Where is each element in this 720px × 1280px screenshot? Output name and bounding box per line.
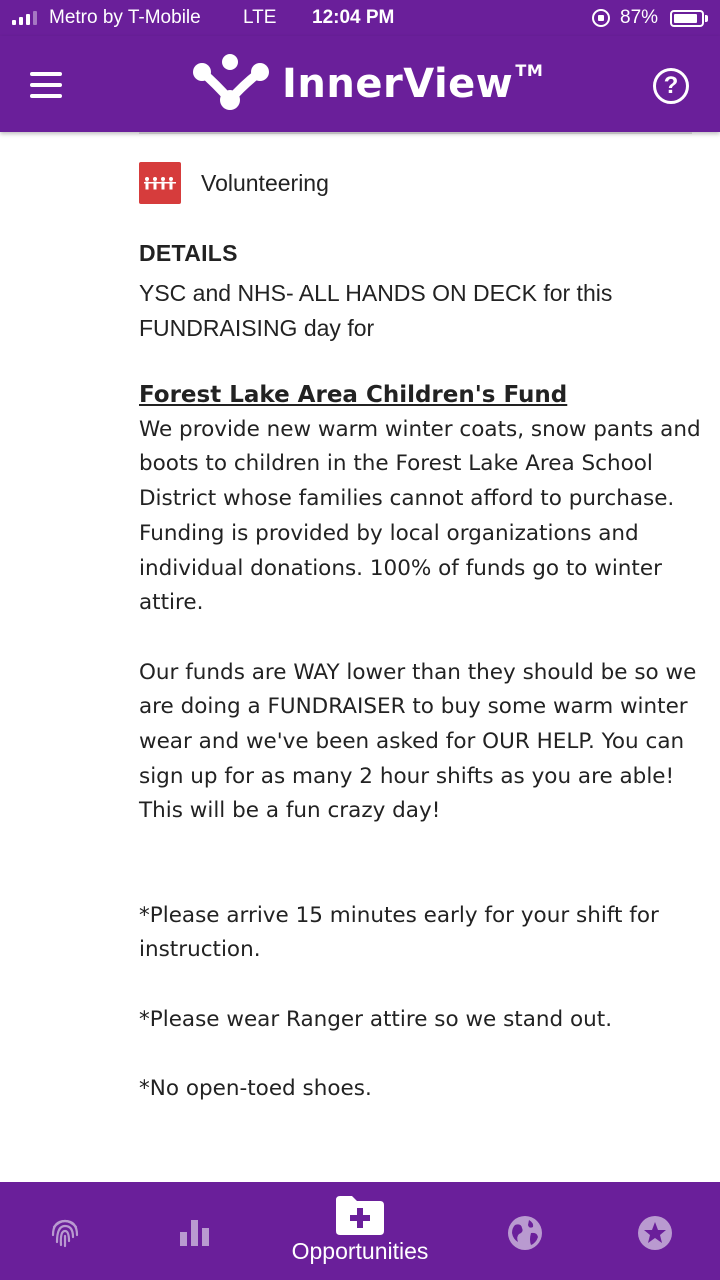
status-time: 12:04 PM <box>312 7 395 28</box>
status-bar <box>0 0 720 36</box>
spacer <box>139 968 709 1003</box>
trademark: TM <box>515 61 544 80</box>
nav-stats[interactable] <box>130 1182 260 1280</box>
note-ranger-attire: *Please wear Ranger attire so we stand out. <box>139 1006 613 1032</box>
category-label: Volunteering <box>201 169 329 196</box>
rotation-lock-icon <box>592 9 610 27</box>
battery-icon <box>670 10 704 27</box>
battery-level-fill <box>674 14 697 23</box>
brand <box>190 52 544 116</box>
paragraph-fundraiser: Our funds are WAY lower than they should be so we are doing a FUNDRAISER to buy some warm winter wear and we've been asked for OUR HELP. You can sign up for as many 2 hour shifts as you are able! This will be a fun crazy day! <box>139 659 697 824</box>
people-glyph <box>144 176 176 190</box>
globe-icon <box>507 1215 543 1251</box>
category-row <box>139 162 329 204</box>
fingerprint-icon <box>48 1215 82 1249</box>
bottom-nav <box>0 1182 720 1280</box>
fund-title: Forest Lake Area Children's Fund <box>139 382 568 408</box>
spacer <box>139 621 709 656</box>
app-title <box>282 61 544 107</box>
opportunity-details <box>0 132 720 1182</box>
signal-strength-icon <box>12 11 37 25</box>
battery-cap <box>705 15 708 22</box>
paragraph-about-fund: We provide new warm winter coats, snow pants and boots to children in the Forest Lake Area School District whose families cannot afford to purchase. Funding is provided by local organizations and individual donations. 100% of funds go to winter attire. <box>139 416 701 616</box>
bar-chart-icon <box>180 1218 210 1246</box>
innerview-logo-icon <box>190 52 272 116</box>
spacer <box>139 1037 709 1072</box>
details-description <box>139 378 709 1107</box>
folder-plus-icon <box>334 1194 386 1236</box>
nav-label-opportunities: Opportunities <box>291 1238 429 1264</box>
spacer <box>139 829 709 898</box>
battery-percent: 87% <box>620 7 659 28</box>
divider <box>139 132 692 134</box>
carrier-name: Metro by T-Mobile <box>49 7 201 28</box>
note-no-open-toed-shoes: *No open-toed shoes. <box>139 1076 372 1101</box>
nav-globe[interactable] <box>460 1182 590 1280</box>
nav-opportunities[interactable] <box>270 1182 450 1280</box>
app-header <box>0 36 720 132</box>
details-heading: DETAILS <box>139 240 238 266</box>
nav-fingerprint[interactable] <box>0 1182 130 1280</box>
network-type: LTE <box>243 7 277 28</box>
volunteering-people-icon <box>139 162 181 204</box>
help-icon[interactable]: ? <box>653 68 689 104</box>
nav-achievements[interactable] <box>590 1182 720 1280</box>
note-arrive-early: *Please arrive 15 minutes early for your shift for instruction. <box>139 902 659 963</box>
star-badge-icon <box>637 1215 673 1251</box>
hamburger-icon[interactable] <box>30 72 64 98</box>
app-name: InnerView <box>282 61 514 107</box>
details-intro: YSC and NHS- ALL HANDS ON DECK for this FUNDRAISING day for <box>139 280 613 341</box>
